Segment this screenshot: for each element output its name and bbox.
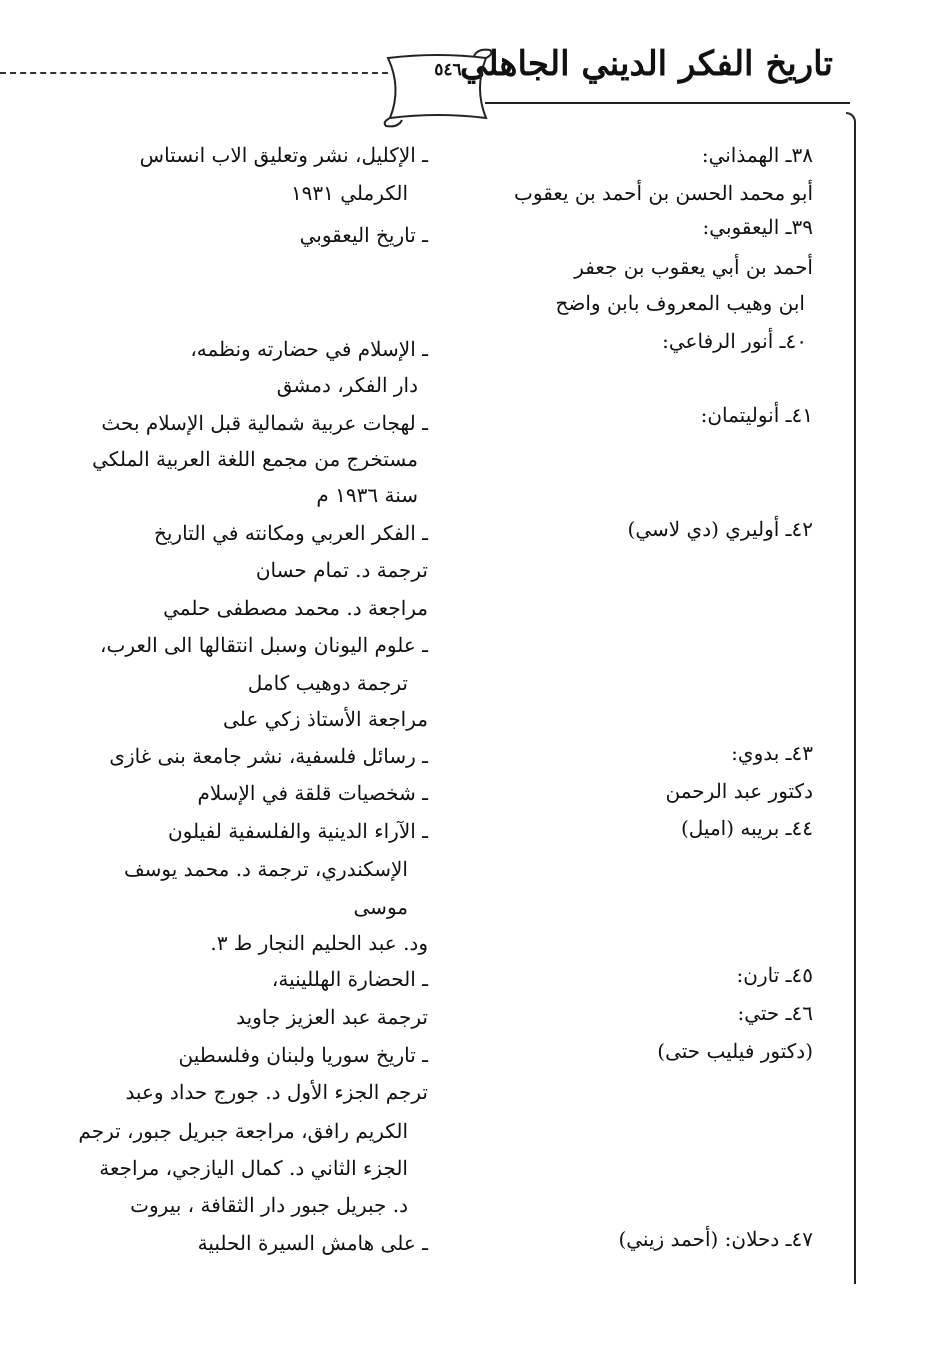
author-name: ٣٨ـ الهمذاني: — [701, 143, 813, 167]
work-title: ـ تاريخ سوريا ولبنان وفلسطين — [178, 1043, 428, 1067]
work-detail: سنة ١٩٣٦ م — [316, 483, 418, 507]
work-title: ـ علوم اليونان وسبل انتقالها الى العرب، — [100, 633, 428, 657]
work-detail: الكريم رافق، مراجعة جبريل جبور، ترجم — [78, 1119, 408, 1143]
work-detail: ترجمة عبد العزيز جاويد — [236, 1005, 428, 1029]
author-detail: دكتور عبد الرحمن — [665, 779, 813, 803]
work-title: ـ الحضارة الهللينية، — [271, 967, 428, 991]
work-title: ـ الإسلام في حضارته ونظمه، — [190, 337, 428, 361]
work-title: ـ رسائل فلسفية، نشر جامعة بنى غازى — [109, 744, 428, 768]
author-name: ٤٢ـ أوليري (دي لاسي) — [627, 517, 813, 541]
author-name: ٤٧ـ دحلان: (أحمد زيني) — [618, 1227, 813, 1251]
work-detail: دار الفكر، دمشق — [276, 373, 418, 397]
author-name: ٤٠ـ أنور الرفاعي: — [662, 329, 807, 353]
frame-right-rule — [846, 112, 856, 1284]
work-detail: الجزء الثاني د. كمال اليازجي، مراجعة — [99, 1156, 408, 1180]
work-title: ـ الفكر العربي ومكانته في التاريخ — [153, 521, 428, 545]
work-title: ـ الإكليل، نشر وتعليق الاب انستاس — [139, 143, 428, 167]
author-name: ٤٤ـ بريبه (اميل) — [680, 816, 813, 840]
work-title: ـ تاريخ اليعقوبي — [299, 223, 428, 247]
work-detail: د. جبريل جبور دار الثقافة ، بيروت — [130, 1193, 408, 1217]
work-detail: الإسكندري، ترجمة د. محمد يوسف — [123, 857, 408, 881]
running-title: تاريخ الفكر الديني الجاهلي — [459, 44, 833, 84]
work-detail: ترجم الجزء الأول د. جورج حداد وعبد — [125, 1080, 428, 1104]
work-title: ـ على هامش السيرة الحلبية — [197, 1231, 428, 1255]
author-name: ٤٦ـ حتي: — [737, 1001, 813, 1025]
header-dashed-rule — [0, 72, 388, 74]
author-detail: أحمد بن أبي يعقوب بن جعفر — [574, 255, 813, 279]
author-detail: ابن وهيب المعروف بابن واضح — [555, 291, 805, 315]
work-detail: الكرملي ١٩٣١ — [290, 181, 408, 205]
work-detail: مراجعة د. محمد مصطفى حلمي — [163, 596, 428, 620]
work-detail: مراجعة الأستاذ زكي على — [223, 707, 428, 731]
frame-top-rule — [485, 102, 850, 104]
work-detail: مستخرج من مجمع اللغة العربية الملكي — [92, 447, 418, 471]
work-title: ـ الآراء الدينية والفلسفية لفيلون — [167, 819, 428, 843]
page-number: ٥٤٦ — [434, 60, 462, 80]
author-name: ٤٣ـ بدوي: — [731, 741, 813, 765]
author-detail: أبو محمد الحسن بن أحمد بن يعقوب — [514, 181, 813, 205]
work-detail: موسى — [353, 895, 408, 919]
author-name: ٤١ـ أنوليتمان: — [700, 403, 813, 427]
author-name: ٤٥ـ تارن: — [736, 963, 813, 987]
author-name: ٣٩ـ اليعقوبي: — [702, 215, 813, 239]
work-title: ـ لهجات عربية شمالية قبل الإسلام بحث — [101, 411, 428, 435]
work-detail: ترجمة دوهيب كامل — [247, 671, 408, 695]
author-detail: (دكتور فيليب حتى) — [657, 1039, 813, 1063]
work-detail: ترجمة د. تمام حسان — [255, 558, 428, 582]
work-detail: ود. عبد الحليم النجار ط ٣. — [210, 931, 428, 955]
work-title: ـ شخصيات قلقة في الإسلام — [197, 781, 428, 805]
